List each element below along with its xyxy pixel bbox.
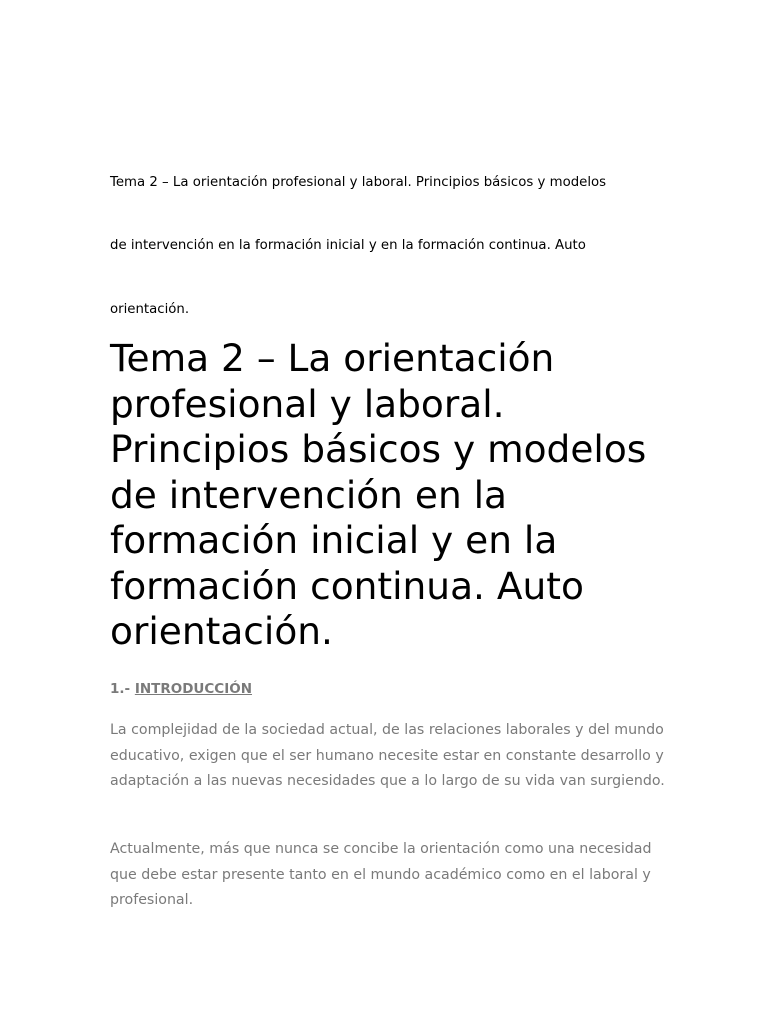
paragraph-1: La complejidad de la sociedad actual, de las relaciones laborales y del mundo educativo, exigen que el ser humano necesite estar en constante desarrollo y adaptación a las nuevas necesidades que a lo largo de su vida van surgiendo. bbox=[110, 722, 665, 789]
small-title-line-2: de intervención en la formación inicial y en la formación continua. Auto bbox=[110, 238, 586, 253]
small-title-line-1: Tema 2 – La orientación profesional y laboral. Principios básicos y modelos bbox=[110, 175, 607, 190]
main-title: Tema 2 – La orientación profesional y laboral. Principios básicos y modelos de intervención en la formación inicial y en la formación continua. Auto orientación. bbox=[110, 336, 647, 653]
section-number: 1.- bbox=[110, 681, 135, 697]
section-title-link[interactable]: INTRODUCCIÓN bbox=[134, 681, 253, 697]
section-heading bbox=[110, 679, 252, 699]
small-title-line-3: orientación. bbox=[110, 302, 190, 317]
paragraph-2: Actualmente, más que nunca se concibe la orientación como una necesidad que debe estar presente tanto en el mundo académico como en el laboral y profesional. bbox=[110, 841, 652, 908]
